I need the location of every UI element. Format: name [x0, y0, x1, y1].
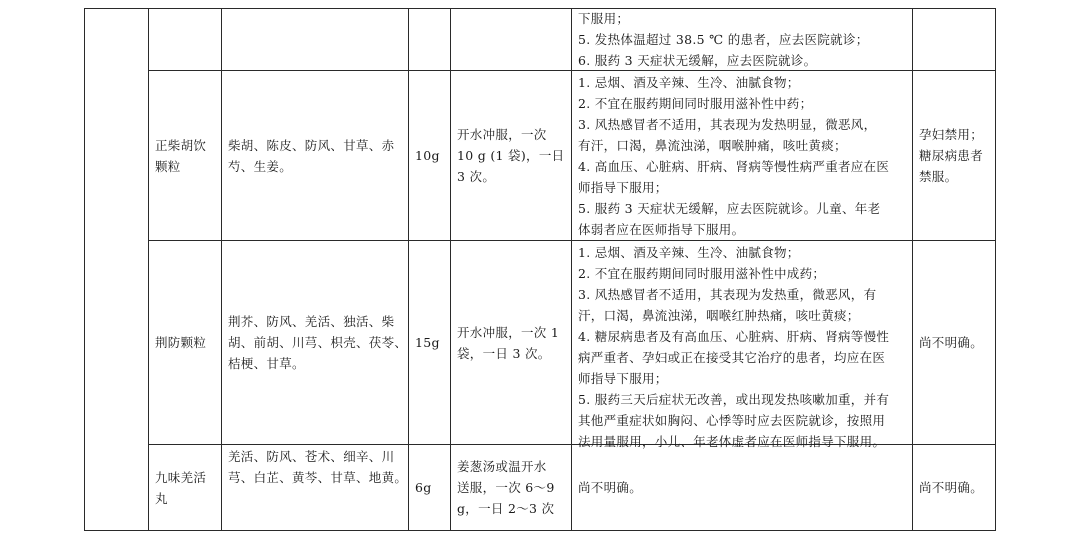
usage-cell: [451, 445, 571, 530]
contraindications-cell: [913, 241, 995, 444]
column-divider: [84, 8, 85, 531]
precaution-line: 体弱者应在医师指导下服用。: [578, 222, 745, 237]
drug-name-line: 荆防颗粒: [155, 335, 207, 350]
precautions-cell: [572, 445, 912, 530]
precaution-line: 2. 不宜在服药期间同时服用滋补性中成药；: [578, 266, 826, 281]
contraindication-line: 孕妇禁用；: [919, 127, 984, 142]
dose-value: 15g: [415, 335, 440, 350]
precaution-line: 汗，口渴，鼻流浊涕，咽喉红肿热痛，咳吐黄痰；: [578, 308, 860, 323]
dose-cell: [409, 71, 450, 240]
precautions-cell: [578, 8, 906, 71]
usage-line: 送服，一次 6～9: [457, 480, 555, 495]
column-divider: [995, 8, 996, 531]
usage-line: 袋，一日 3 次。: [457, 345, 551, 361]
ingredients-cell: [222, 241, 408, 444]
drug-name-line: 九味羌活: [155, 469, 207, 485]
contraindication-line: 糖尿病患者: [919, 148, 984, 163]
drug-name-line: 丸: [155, 490, 168, 506]
ingredients-line: 桔梗、甘草。: [228, 356, 305, 371]
ingredients-line: 芎、白芷、黄芩、甘草、地黄。: [228, 470, 408, 485]
dose-cell: [409, 445, 450, 530]
drug-name-line: 颗粒: [155, 158, 181, 174]
precaution-line: 3. 风热感冒者不适用，其表现为发热明显，微恶风，: [578, 117, 877, 132]
precaution-line: 4. 高血压、心脏病、肝病、肾病等慢性病严重者应在医: [578, 159, 890, 174]
precaution-line: 病严重者、孕妇或正在接受其它治疗的患者，均应在医: [578, 350, 886, 365]
ingredients-line: 柴胡、陈皮、防风、甘草、赤: [228, 137, 395, 153]
usage-line: g，一日 2～3 次: [457, 501, 555, 516]
ingredients-line: 胡、前胡、川芎、枳壳、茯苓、: [228, 335, 408, 350]
dose-value: 6g: [415, 480, 432, 495]
drug-name-cell: [149, 71, 221, 240]
contraindications-cell: [913, 71, 995, 240]
ingredients-line: 羌活、防风、苍术、细辛、川: [228, 449, 395, 464]
usage-cell: [451, 241, 571, 444]
precaution-line: 法用量服用，小儿、年老体虚者应在医师指导下服用。: [578, 434, 886, 449]
precaution-line: 6. 服药 3 天症状无缓解，应去医院就诊。: [578, 53, 817, 68]
usage-line: 开水冲服，一次 1: [457, 324, 560, 340]
precaution-line: 下服用；: [578, 11, 630, 26]
contraindication-line: 禁服。: [919, 169, 958, 184]
usage-line: 10 g (1 袋)，一日: [457, 148, 565, 163]
drug-name-cell: [149, 241, 221, 444]
table-row: [572, 8, 912, 71]
contraindication-line: 尚不明确。: [919, 335, 984, 350]
drug-name-line: 正柴胡饮: [155, 137, 207, 153]
contraindication-line: 尚不明确。: [919, 480, 984, 495]
usage-cell: [451, 71, 571, 240]
precaution-line: 3. 风热感冒者不适用，其表现为发热重，微恶风，有: [578, 287, 877, 302]
ingredients-line: 芍、生姜。: [228, 158, 293, 174]
ingredients-cell: [222, 446, 408, 488]
usage-line: 3 次。: [457, 169, 496, 184]
dose-value: 10g: [415, 148, 440, 163]
precaution-line: 师指导下服用；: [578, 180, 668, 195]
dose-cell: [409, 241, 450, 444]
ingredients-line: 荆芥、防风、羌活、独活、柴: [228, 314, 395, 329]
precaution-line: 其他严重症状如胸闷、心悸等时应去医院就诊，按照用: [578, 413, 886, 428]
ingredients-cell: [222, 71, 408, 240]
precautions-cell: [572, 72, 912, 240]
precaution-line: 1. 忌烟、酒及辛辣、生冷、油腻食物；: [578, 75, 800, 90]
drug-name-cell: [149, 445, 221, 530]
precaution-line: 5. 服药 3 天症状无缓解，应去医院就诊。儿童、年老: [578, 201, 881, 216]
usage-line: 开水冲服，一次: [457, 127, 547, 142]
precaution-line: 师指导下服用；: [578, 371, 668, 386]
precaution-line: 2. 不宜在服药期间同时服用滋补性中药；: [578, 96, 813, 111]
precaution-line: 尚不明确。: [578, 480, 643, 495]
usage-line: 姜葱汤或温开水: [457, 459, 547, 474]
precaution-line: 1. 忌烟、酒及辛辣、生冷、油腻食物；: [578, 245, 800, 260]
precaution-line: 4. 糖尿病患者及有高血压、心脏病、肝病、肾病等慢性: [578, 329, 890, 344]
precaution-line: 有汗，口渴，鼻流浊涕，咽喉肿痛，咳吐黄痰；: [578, 138, 847, 153]
contraindications-cell: [913, 445, 995, 530]
precautions-cell: [572, 242, 912, 452]
precaution-line: 5. 发热体温超过 38.5 ℃ 的患者，应去医院就诊；: [578, 32, 869, 47]
precaution-line: 5. 服药三天后症状无改善，或出现发热咳嗽加重，并有: [578, 392, 890, 407]
